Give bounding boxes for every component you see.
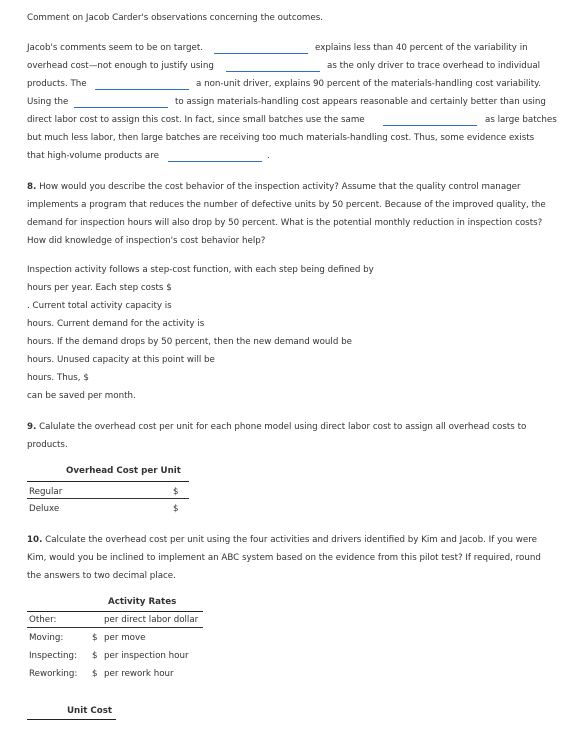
rate-unit: per inspection hour	[104, 651, 189, 661]
table-header: Activity Rates	[108, 597, 177, 607]
currency-symbol: $	[173, 504, 179, 514]
answer-blank[interactable]	[74, 107, 168, 108]
question-text: Kim, would you be inclined to implement an ABC system based on the evidence from this pilot test? If required, round	[27, 553, 541, 563]
currency-symbol: $	[92, 633, 98, 643]
question-prompt: Comment on Jacob Carder's observations concerning the outcomes.	[27, 13, 324, 23]
rate-label: Other:	[29, 615, 57, 625]
question-text: products.	[27, 440, 68, 450]
table-header-rule	[27, 481, 189, 482]
question-text: the answers to two decimal place.	[27, 571, 176, 581]
paragraph-text: as large batches	[485, 115, 557, 125]
currency-symbol: $	[173, 487, 179, 497]
paragraph-text: direct labor cost to assign this cost. In fact, since small batches use the same	[27, 115, 365, 125]
answer-text: hours. Current demand for the activity is	[27, 319, 205, 329]
currency-symbol: $	[92, 651, 98, 661]
paragraph-text: as the only driver to trace overhead to individual	[327, 61, 541, 71]
paragraph-text: but much less labor, then large batches are receiving too much materials-handling cost. Thus, some evidence exists	[27, 133, 535, 143]
answer-blank[interactable]	[214, 53, 308, 54]
answer-text: hours. If the demand drops by 50 percent, then the new demand would be	[27, 337, 352, 347]
paragraph-text: explains less than 40 percent of the variability in	[315, 43, 528, 53]
question-text: implements a program that reduces the number of defective units by 50 percent. Because of the improved quality, the	[27, 200, 546, 210]
table-header: Overhead Cost per Unit	[66, 466, 181, 476]
answer-text: Inspection activity follows a step-cost function, with each step being defined by	[27, 265, 374, 275]
question-text: demand for inspection hours will also drop by 50 percent. What is the potential monthly reduction in inspection costs?	[27, 218, 543, 228]
rate-unit: per rework hour	[104, 669, 174, 679]
rate-unit: per move	[104, 633, 146, 643]
currency-symbol: $	[92, 669, 98, 679]
paragraph-text: .	[267, 151, 270, 161]
answer-blank[interactable]	[95, 89, 189, 90]
rate-label: Reworking:	[29, 669, 78, 679]
row-label: Regular	[29, 487, 63, 497]
table-header: Unit Cost	[67, 706, 113, 716]
paragraph-text: overhead cost—not enough to justify using	[27, 61, 214, 71]
rate-label: Moving:	[29, 633, 64, 643]
question-text: 10. Calculate the overhead cost per unit using the four activities and drivers identified by Kim and Jacob. If you were	[27, 535, 537, 545]
table-header-rule	[27, 611, 203, 612]
paragraph-text: to assign materials-handling cost appears reasonable and certainly better than using	[175, 97, 546, 107]
paragraph-text: a non-unit driver, explains 90 percent of the materials-handling cost variability.	[196, 79, 541, 89]
question-text: How did knowledge of inspection's cost behavior help?	[27, 236, 266, 246]
answer-blank[interactable]	[226, 71, 320, 72]
question-text: 9. Calulate the overhead cost per unit for each phone model using direct labor cost to assign all overhead costs to	[27, 422, 527, 432]
paragraph-text: Jacob's comments seem to be on target.	[27, 43, 204, 53]
table-header-rule	[27, 719, 116, 720]
answer-blank[interactable]	[383, 125, 477, 126]
answer-text: can be saved per month.	[27, 391, 136, 401]
answer-text: . Current total activity capacity is	[27, 301, 172, 311]
rate-label: Inspecting:	[29, 651, 77, 661]
paragraph-text: products. The	[27, 79, 87, 89]
paragraph-text: that high-volume products are	[27, 151, 159, 161]
answer-text: hours. Thus, $	[27, 373, 89, 383]
answer-blank[interactable]	[168, 161, 262, 162]
table-row-rule	[27, 627, 203, 628]
rate-unit: per direct labor dollar	[104, 615, 199, 625]
answer-text: hours. Unused capacity at this point will be	[27, 355, 215, 365]
answer-text: hours per year. Each step costs $	[27, 283, 172, 293]
question-number: 8. How would you describe the cost behavior of the inspection activity? Assume that the quality control manager	[27, 182, 521, 192]
table-row-rule	[27, 498, 189, 499]
row-label: Deluxe	[29, 504, 60, 514]
paragraph-text: Using the	[27, 97, 69, 107]
